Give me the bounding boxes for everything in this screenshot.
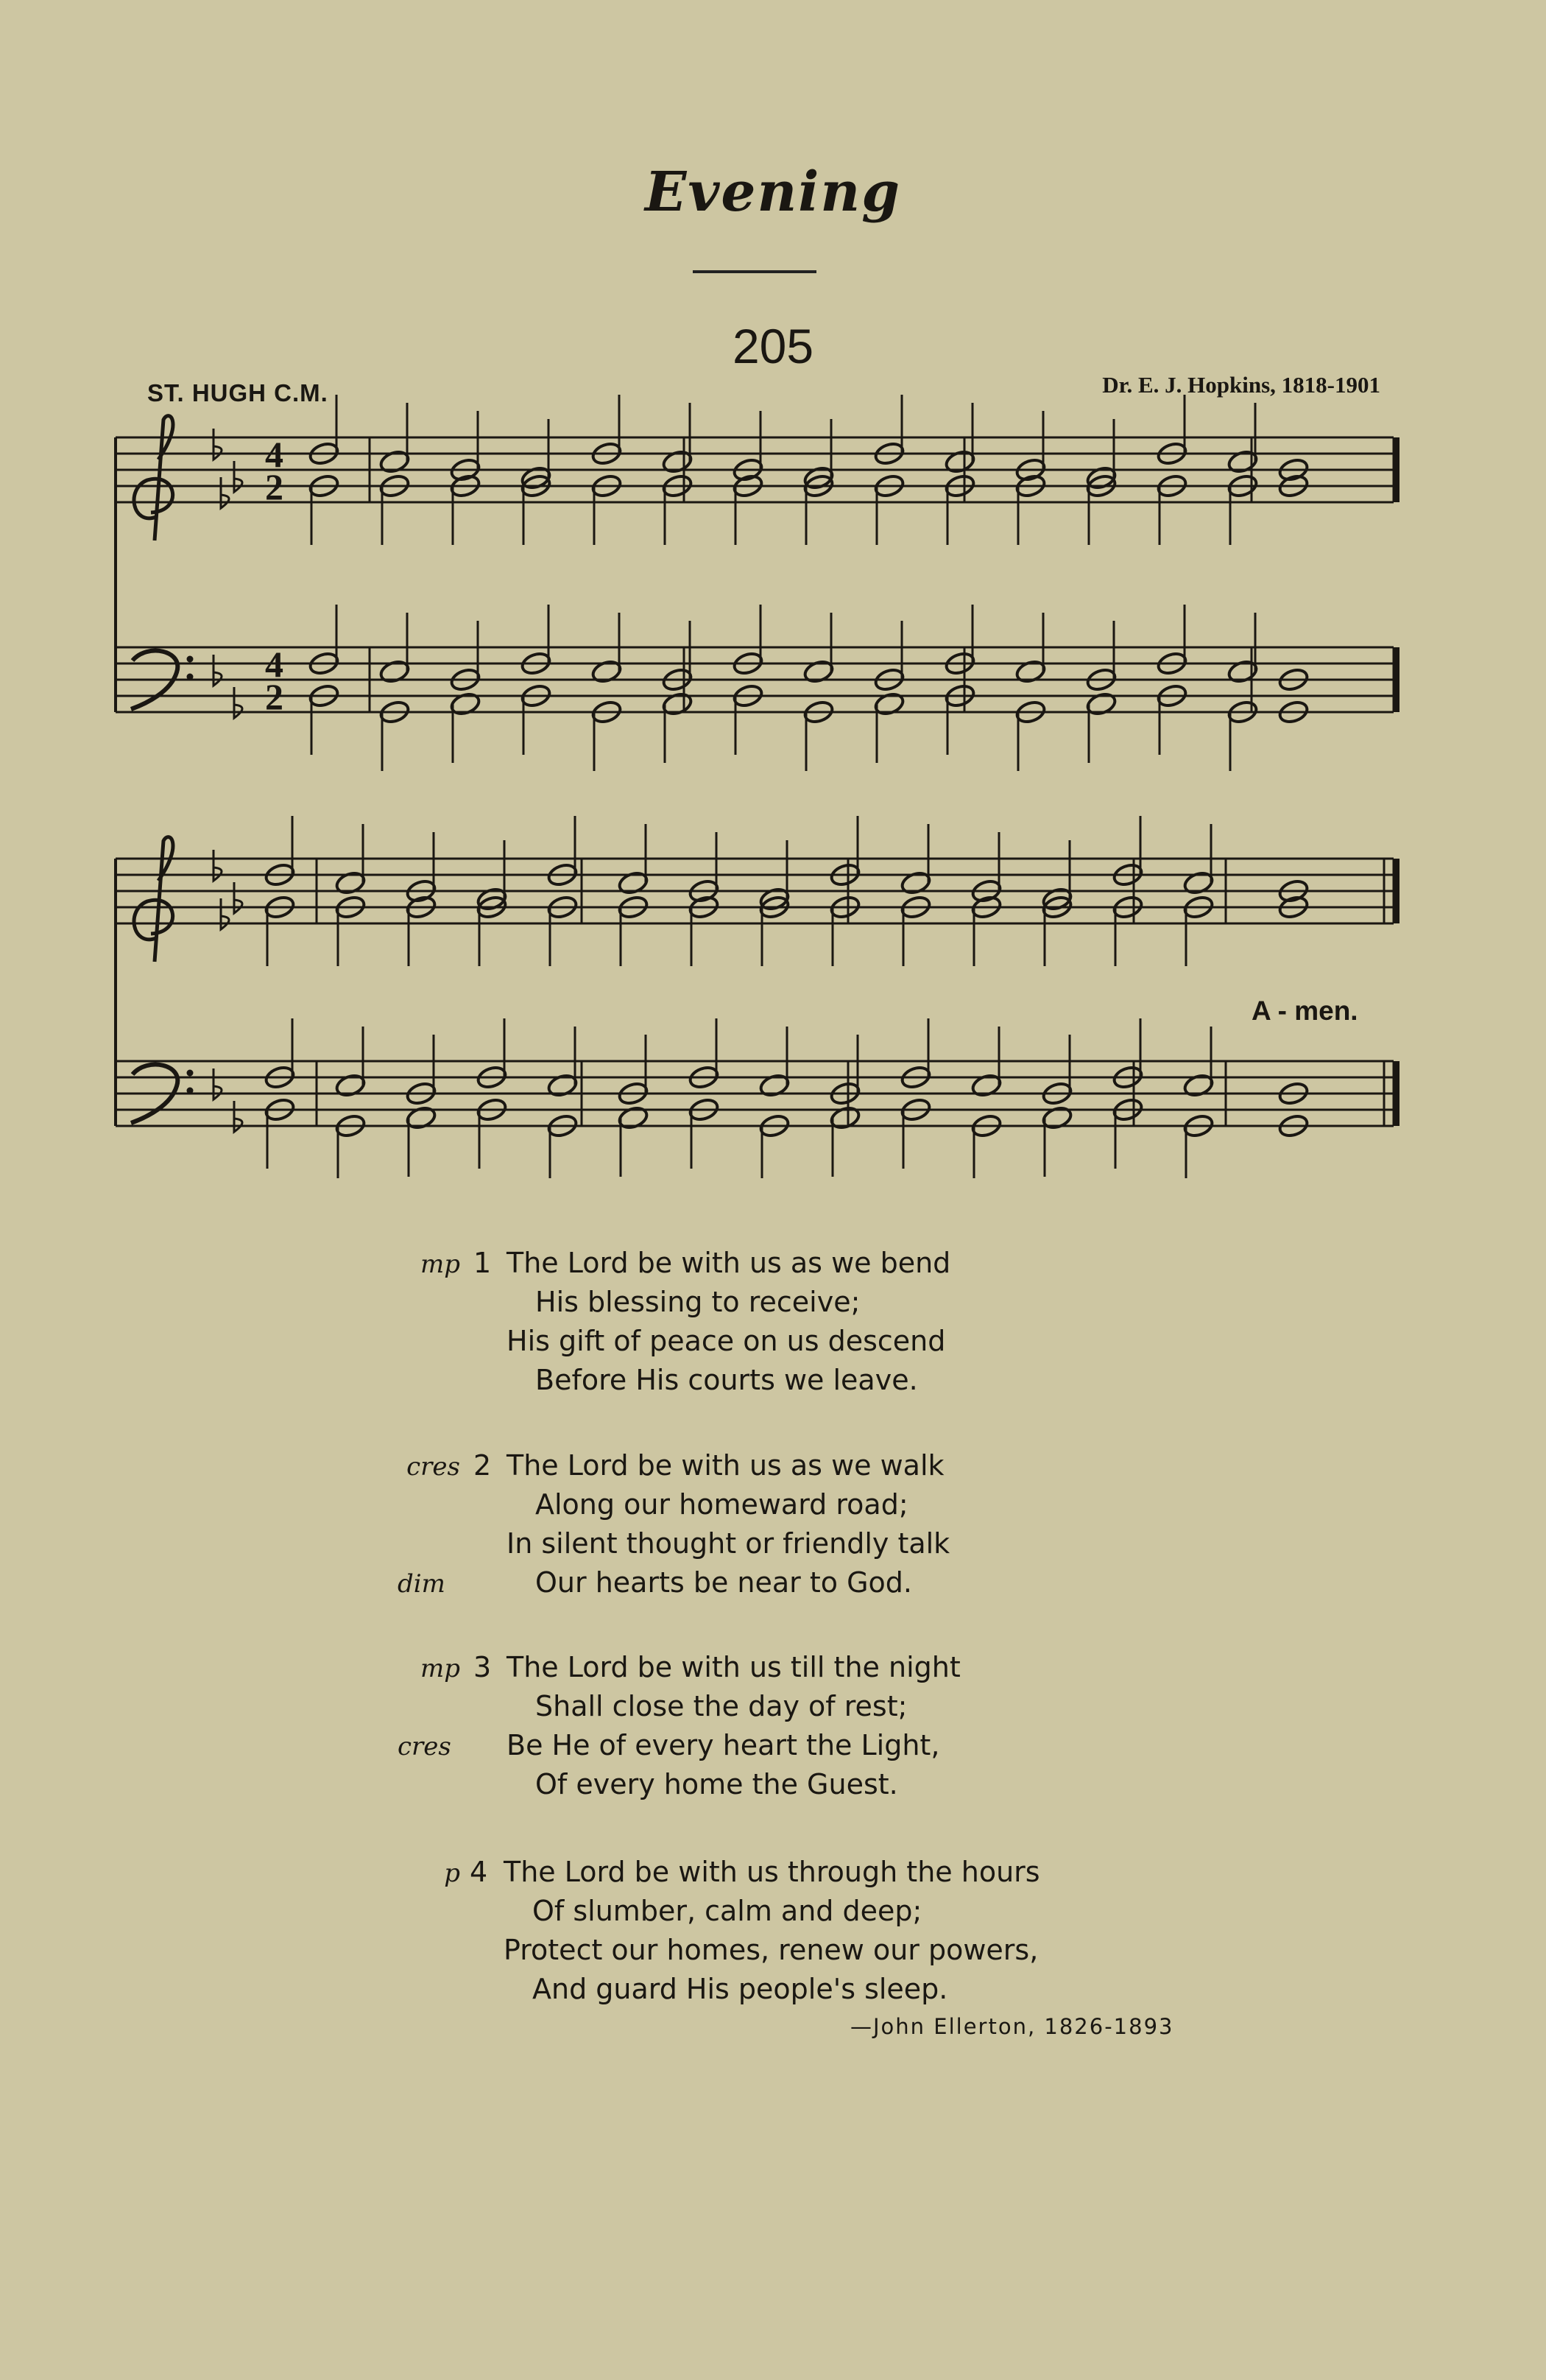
verse-line: Of every home the Guest. <box>535 1768 898 1800</box>
verse-number: 1 <box>473 1247 492 1279</box>
flat-sign <box>221 898 229 929</box>
treble-clef <box>134 837 173 962</box>
verse-line: His gift of peace on us descend <box>506 1325 946 1357</box>
bass-clef-dot <box>187 1088 193 1094</box>
flat-sign <box>234 687 242 718</box>
verse-dynamic: p <box>444 1859 460 1888</box>
flat-sign <box>234 882 242 913</box>
verse-line: The Lord be with us till the night <box>506 1651 961 1683</box>
time-signature-digit: 4 <box>265 434 283 475</box>
flat-sign <box>213 1068 222 1099</box>
line-dynamic: cres <box>398 1732 451 1761</box>
verse-line: Of slumber, calm and deep; <box>532 1895 922 1927</box>
time-signature-digit: 2 <box>265 466 283 507</box>
verse-line: Shall close the day of rest; <box>535 1690 908 1722</box>
verse-dynamic: mp <box>420 1654 460 1683</box>
verse-line: Be He of every heart the Light, <box>506 1729 940 1761</box>
tune-name: ST. HUGH C.M. <box>147 379 328 406</box>
verse-number: 3 <box>473 1651 492 1683</box>
bass-clef-dot <box>187 656 193 662</box>
amen-lyric: A - men. <box>1252 996 1358 1026</box>
bass-clef-dot <box>187 1070 193 1076</box>
verse-line: Along our homeward road; <box>535 1488 908 1521</box>
bass-clef-dot <box>187 674 193 680</box>
flat-sign <box>221 477 229 508</box>
section-title: Evening <box>645 161 901 224</box>
verse-line: Protect our homes, renew our powers, <box>504 1934 1039 1966</box>
verse-number: 4 <box>470 1856 488 1888</box>
flat-sign <box>213 850 222 881</box>
author-attribution: —John Ellerton, 1826-1893 <box>850 2014 1174 2039</box>
verse-line: In silent thought or friendly talk <box>506 1527 950 1560</box>
verse-dynamic: mp <box>420 1250 460 1279</box>
verse-line: The Lord be with us through the hours <box>504 1856 1040 1888</box>
verse-line: Our hearts be near to God. <box>535 1566 912 1599</box>
verse-dynamic: cres <box>406 1452 460 1482</box>
treble-clef <box>134 416 173 541</box>
hymn-number: 205 <box>732 319 814 373</box>
verse-line: Before His courts we leave. <box>535 1364 918 1396</box>
verse-line: The Lord be with us as we walk <box>506 1449 945 1482</box>
flat-sign <box>234 461 242 492</box>
time-signature-digit: 4 <box>265 644 283 685</box>
verse-number: 2 <box>473 1449 492 1482</box>
composer-credit: Dr. E. J. Hopkins, 1818-1901 <box>1102 372 1380 398</box>
verse-line: And guard His people's sleep. <box>532 1973 948 2005</box>
verse-line: The Lord be with us as we bend <box>506 1247 951 1279</box>
flat-sign <box>213 429 222 460</box>
time-signature-digit: 2 <box>265 676 283 717</box>
verse-line: His blessing to receive; <box>535 1286 861 1318</box>
flat-sign <box>234 1101 242 1132</box>
line-dynamic: dim <box>398 1569 445 1599</box>
flat-sign <box>213 655 222 686</box>
